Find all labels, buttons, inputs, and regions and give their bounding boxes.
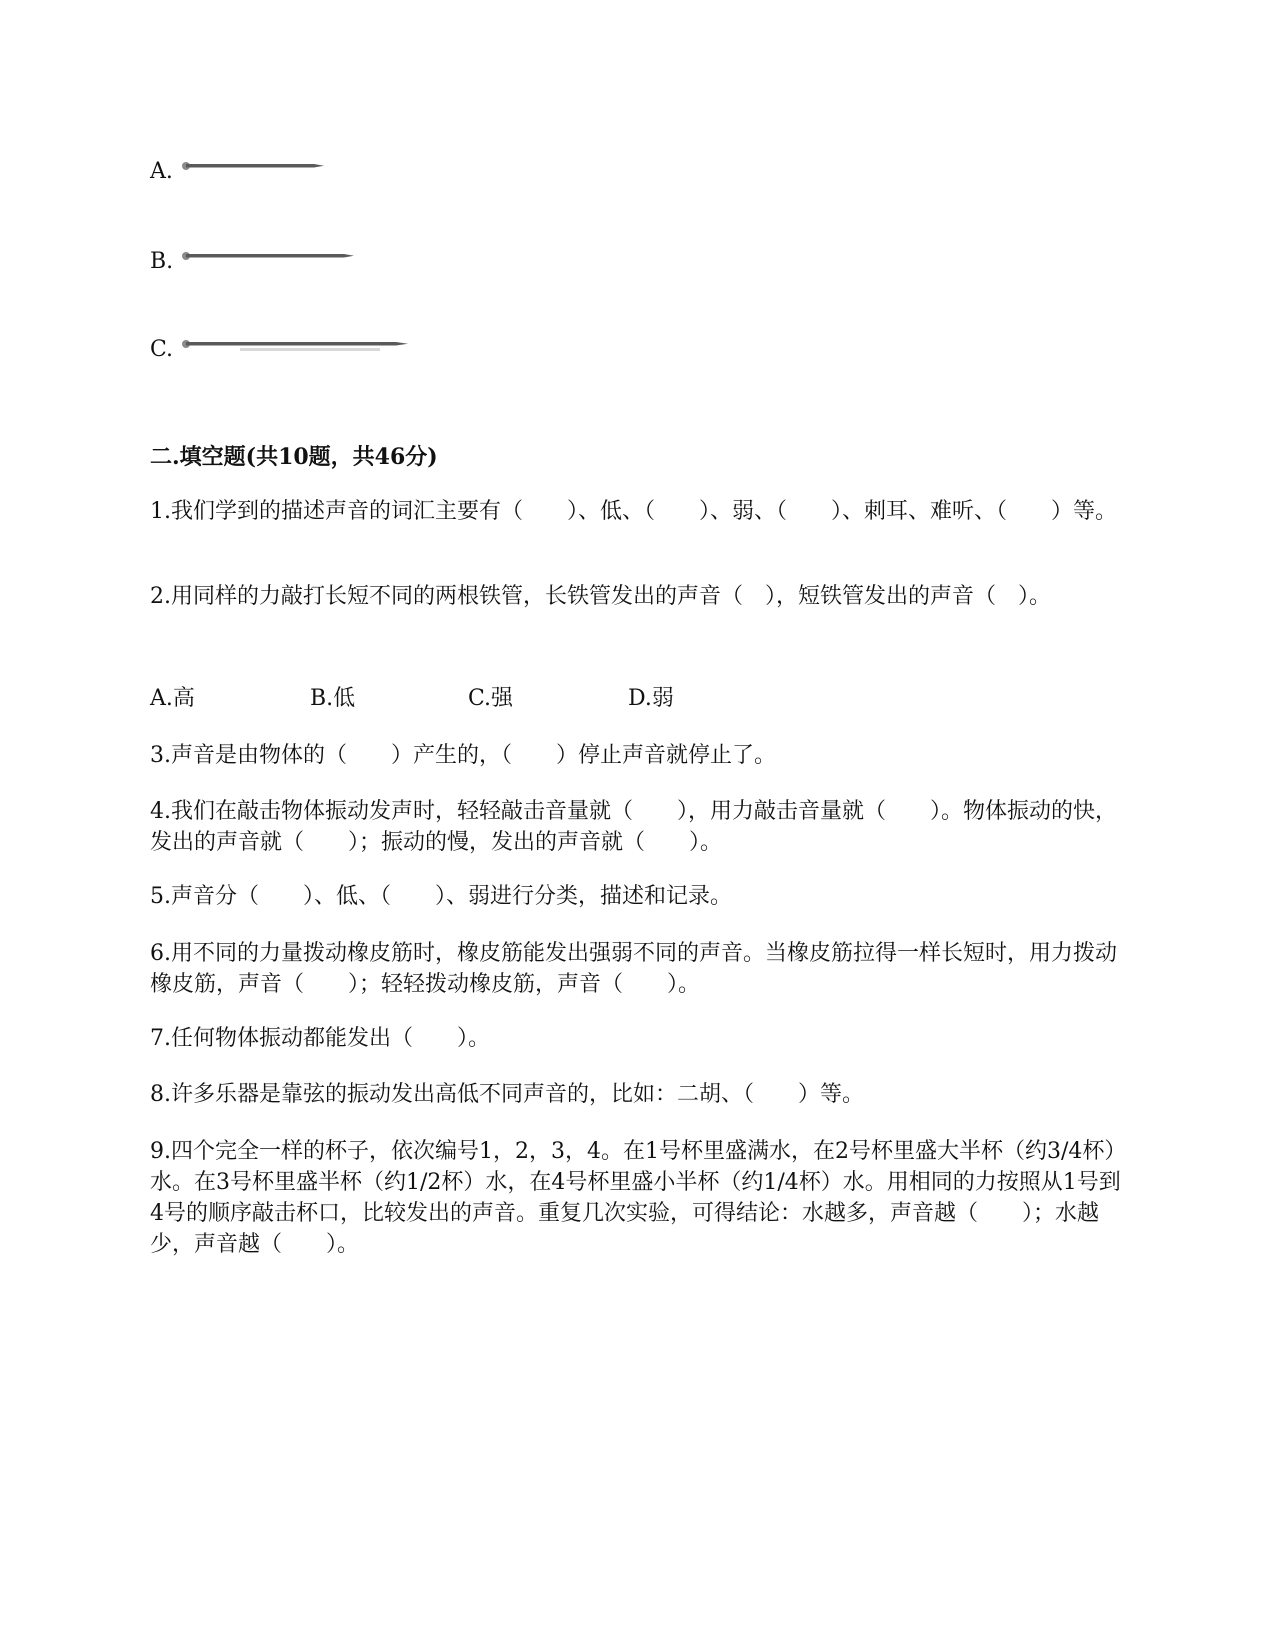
choice-c: C.强 bbox=[468, 686, 514, 711]
question-6: 6.用不同的力量拨动橡皮筋时，橡皮筋能发出强弱不同的声音。当橡皮筋拉得一样长短时，用力拨动橡皮筋，声音（ ）；轻轻拨动橡皮筋，声音（ ）。 bbox=[150, 941, 1117, 997]
nail-short-image bbox=[180, 160, 330, 174]
question-8: 8.许多乐器是靠弦的振动发出高低不同声音的，比如：二胡、（ ）等。 bbox=[150, 1082, 864, 1107]
question-1: 1.我们学到的描述声音的词汇主要有（ ）、低、（ ）、弱、（ ）、刺耳、难听、（ ）等。 bbox=[150, 499, 1117, 524]
option-b-label: B. bbox=[150, 249, 174, 274]
question-4: 4.我们在敲击物体振动发声时，轻轻敲击音量就（ ），用力敲击音量就（ ）。物体振动的快，发出的声音就（ ）；振动的慢，发出的声音就（ ）。 bbox=[150, 799, 1117, 855]
nail-medium-image bbox=[180, 250, 370, 264]
choice-a: A.高 bbox=[150, 686, 195, 711]
question-3: 3.声音是由物体的（ ）产生的，（ ）停止声音就停止了。 bbox=[150, 743, 776, 768]
section-title: 二.填空题(共10题，共46分) bbox=[150, 444, 438, 470]
question-9: 9.四个完全一样的杯子，依次编号1，2，3，4。在1号杯里盛满水，在2号杯里盛大半杯（约3/4杯）水。在3号杯里盛半杯（约1/2杯）水，在4号杯里盛小半杯（约1/4杯）水。用相同的力按照从1号到4号的顺序敲击杯口，比较发出的声音。重复几次实验，可得结论：水越多，声音越（ ）；水越少，声音越（ ）。 bbox=[150, 1139, 1121, 1257]
option-a-label: A. bbox=[150, 159, 173, 184]
nail-long-image bbox=[180, 338, 430, 358]
choice-d: D.弱 bbox=[628, 686, 674, 711]
question-7: 7.任何物体振动都能发出（ ）。 bbox=[150, 1026, 490, 1051]
option-c-label: C. bbox=[150, 337, 174, 362]
question-5: 5.声音分（ ）、低、（ ）、弱进行分类，描述和记录。 bbox=[150, 884, 732, 909]
question-2: 2.用同样的力敲打长短不同的两根铁管，长铁管发出的声音（ ），短铁管发出的声音（ ）。 bbox=[150, 584, 1051, 609]
choice-b: B.低 bbox=[310, 686, 356, 711]
